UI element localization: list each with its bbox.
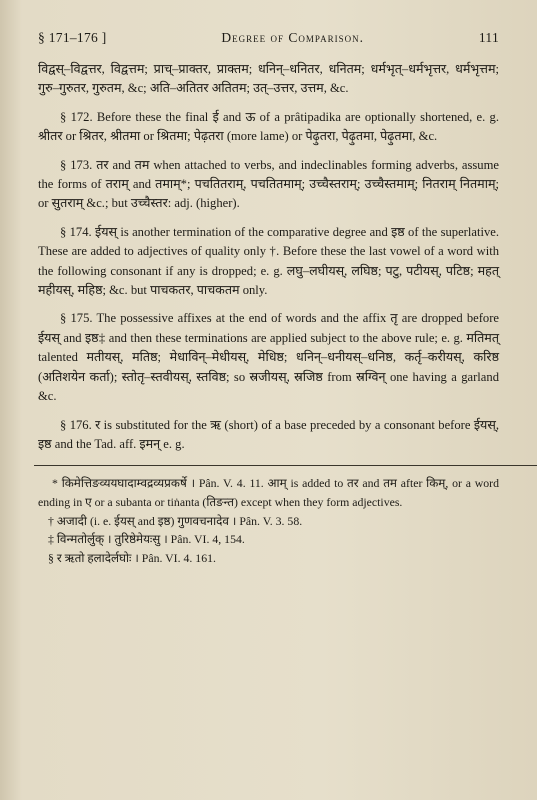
footnote-double-dagger: ‡ विन्मतोर्लुक् । तुरिष्ठेमेयःसु । Pân. VI. 4, 154. bbox=[48, 532, 245, 547]
paragraph-section-174: § 174. ईयस् is another termination of the comparative degree and इष्ठ of the superlative. These are added to adjectives of quality only †. Before these the last vowel of a word with the following consonant if any is dropped; e. g. लघु–लघीयस्, लघिष्ठ; पटु, पटीयस्, पटिष्ठ; महत् महीयस्, महिष्ठ; &c. but पाचकतर, पाचकतम only. bbox=[38, 224, 499, 298]
header-chapter-title: Degree of Comparison. bbox=[221, 30, 364, 45]
footnote-divider bbox=[34, 465, 537, 466]
paragraph-section-175: § 175. The possessive affixes at the end of words and the affix तृ are dropped before ईयस् and इष्ठ‡ and then these terminations are applied subject to the above rule; e. g. मतिमत् talented मतीयस्, मतिष्ठ; मेधाविन्–मेधीयस्, मेधिष्ठ; धनिन्–धनीयस्–धनिष्ठ, कर्तृ–करीयस्, करिष्ठ (अतिशयेन कर्ता); स्तोतृ–स्तवीयस्, स्तविष्ठ; so स्रजीयस्, स्रजिष्ठ from स्रग्विन् one having a garland &c. bbox=[38, 311, 499, 404]
header-section-range: § 171–176 ] bbox=[38, 30, 107, 45]
paragraph-section-172: § 172. Before these the final ई and ऊ of a prâtipadika are optionally shortened, e. g. श्रीतर or श्रितर, श्रीतमा or श्रितमा; पेढ़तरा (more lame) or पेढ़ुतरा, पेढ़ुतमा, पेढ़ुतमा, &c. bbox=[38, 109, 499, 144]
paragraph-section-176: § 176. र is substituted for the ऋ (short) of a base preceded by a consonant before ईयस्, इष्ठ and the Tad. aff. इमन् e. g. bbox=[38, 417, 499, 451]
paragraph-examples: विद्वस्–विद्वत्तर, विद्वत्तम; प्राच्–प्राक्तर, प्राक्तम; धनिन्–धनितर, धनितम; धर्मभृत्–धर्मभृत्तर, धर्मभृत्तम; गुरु–गुरुतर, गुरुतम, &c; अति–अतितर अतितम; उत्–उत्तर, उत्तम, &c. bbox=[38, 62, 499, 96]
paragraph-section-173: § 173. तर and तम when attached to verbs, and indeclinables forming adverbs, assume the forms of तराम् and तमाम्*; पचतितराम्, पचतितमाम्; उच्चैस्तराम्; उच्चैस्तमाम्; नितराम् नितमाम्; or सुतराम् &c.; but उच्चैस्तर: adj. (higher). bbox=[38, 157, 499, 211]
page-number: 111 bbox=[478, 30, 499, 45]
footnote-dagger: † अजादी (i. e. ईयस् and इष्ठ) गुणवचनादेव । Pân. V. 3. 58. bbox=[48, 513, 303, 528]
footnote-asterisk: * किमेत्तिङव्ययघादाम्वद्रव्यप्रकर्षे । Pân. V. 4. 11. आम् is added to तर and तम after किम्, or a word ending in ए or a subanta or tiṅanta (तिङन्त) except when they form adjectives. bbox=[38, 476, 499, 509]
footnote-section-mark: § र ऋतो हलादेर्लघोः । Pân. VI. 4. 161. bbox=[48, 550, 216, 565]
running-header bbox=[38, 30, 499, 46]
